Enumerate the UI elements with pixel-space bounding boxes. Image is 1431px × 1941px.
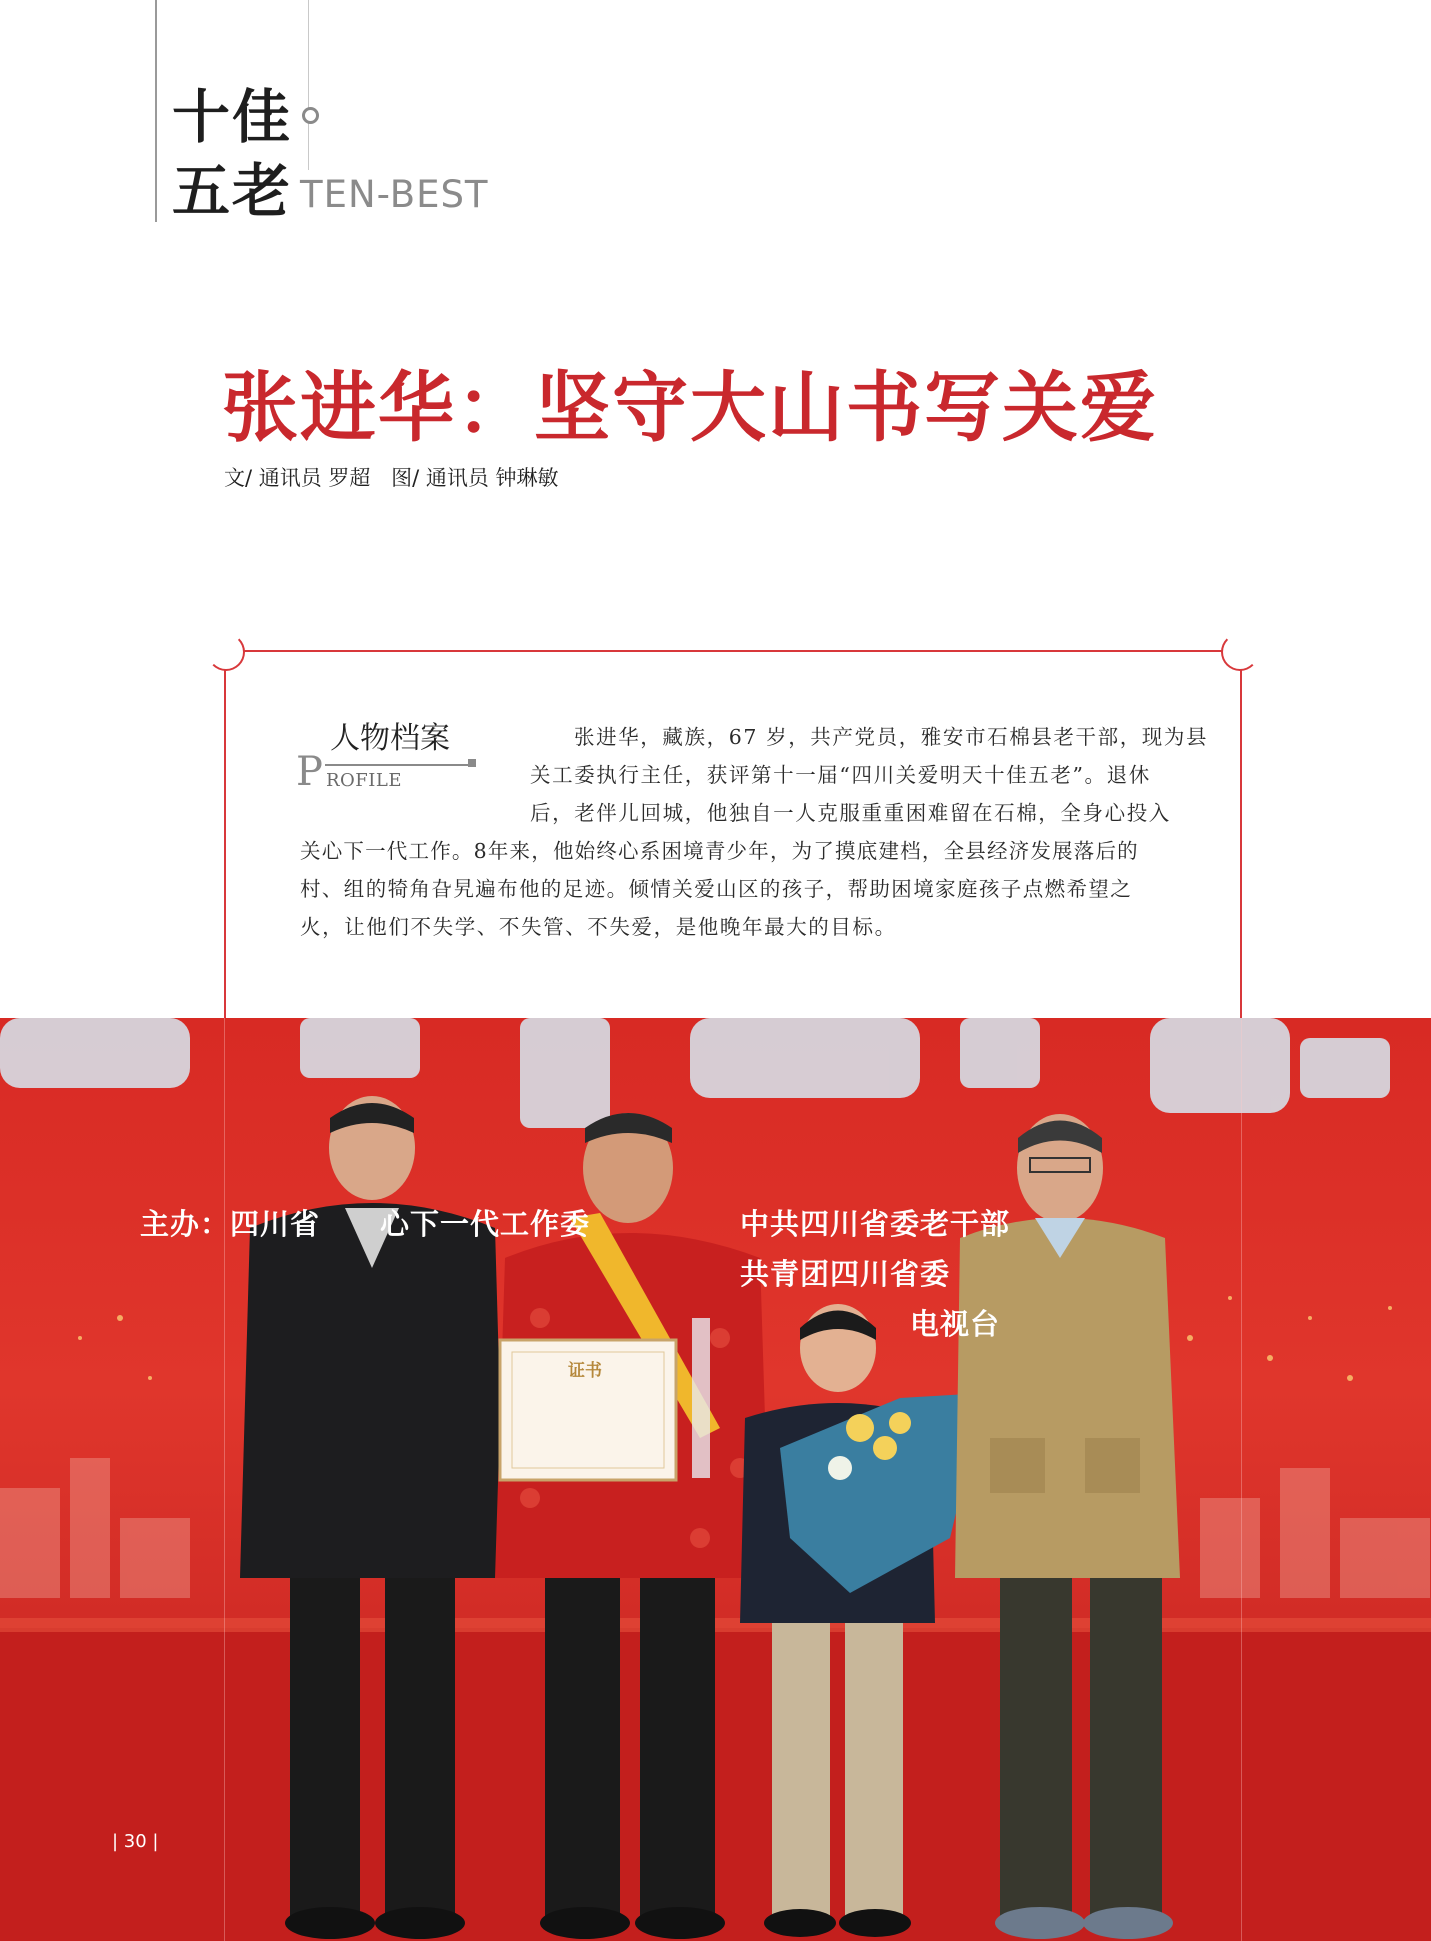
profile-heading-en: ROFILE	[326, 770, 403, 791]
award-ceremony-photo	[0, 1018, 1431, 1941]
column-title-en: TEN-BEST	[300, 173, 489, 216]
article-title: 张进华：坚守大山书写关爱	[222, 363, 1158, 452]
certificate-label: 证书	[568, 1361, 602, 1381]
profile-heading-square	[468, 759, 476, 767]
profile-text-line: 火，让他们不失学、不失管、不失爱，是他晚年最大的目标。	[300, 915, 897, 939]
stage-banner-text: 主办：四川省	[140, 1207, 321, 1241]
byline-author: 文/ 通讯员 罗超	[224, 466, 371, 490]
profile-text-line: 张进华，藏族，67 岁，共产党员，雅安市石棉县老干部，现为县	[574, 725, 1209, 749]
profile-text-line: 关心下一代工作。8年来，他始终心系困境青少年，为了摸底建档，全县经济发展落后的	[300, 839, 1139, 863]
article-byline	[224, 462, 573, 492]
page-number: | 30 |	[112, 1831, 159, 1852]
profile-heading-en-initial: P	[296, 749, 323, 795]
profile-text-line: 后，老伴儿回城，他独自一人克服重重困难留在石棉，全身心投入	[530, 801, 1171, 825]
byline-photographer: 图/ 通讯员 钟琳敏	[391, 466, 559, 490]
profile-text-line: 关工委执行主任，获评第十一届“四川关爱明天十佳五老”。退休	[530, 763, 1151, 787]
stage-banner-text: 心下一代工作委	[380, 1207, 591, 1241]
column-dot-icon	[302, 107, 319, 124]
profile-text-line: 村、组的犄角旮旯遍布他的足迹。倾情关爱山区的孩子，帮助困境家庭孩子点燃希望之	[300, 877, 1133, 901]
profile-heading-rule	[325, 764, 473, 766]
stage-banner-text: 电视台	[910, 1307, 1001, 1341]
header-rule	[155, 0, 157, 222]
column-title-line1: 十佳	[172, 83, 293, 151]
header-rule-thin	[308, 0, 309, 170]
profile-heading: 人物档案	[330, 721, 450, 756]
photo-frame-lines	[224, 1018, 1242, 1941]
stage-banner-text: 共青团四川省委	[740, 1257, 951, 1291]
stage-banner-text: 中共四川省委老干部	[740, 1207, 1011, 1241]
profile-box-corner	[1221, 633, 1259, 671]
profile-box-corner	[207, 633, 245, 671]
column-title-line2: 五老	[172, 157, 293, 225]
